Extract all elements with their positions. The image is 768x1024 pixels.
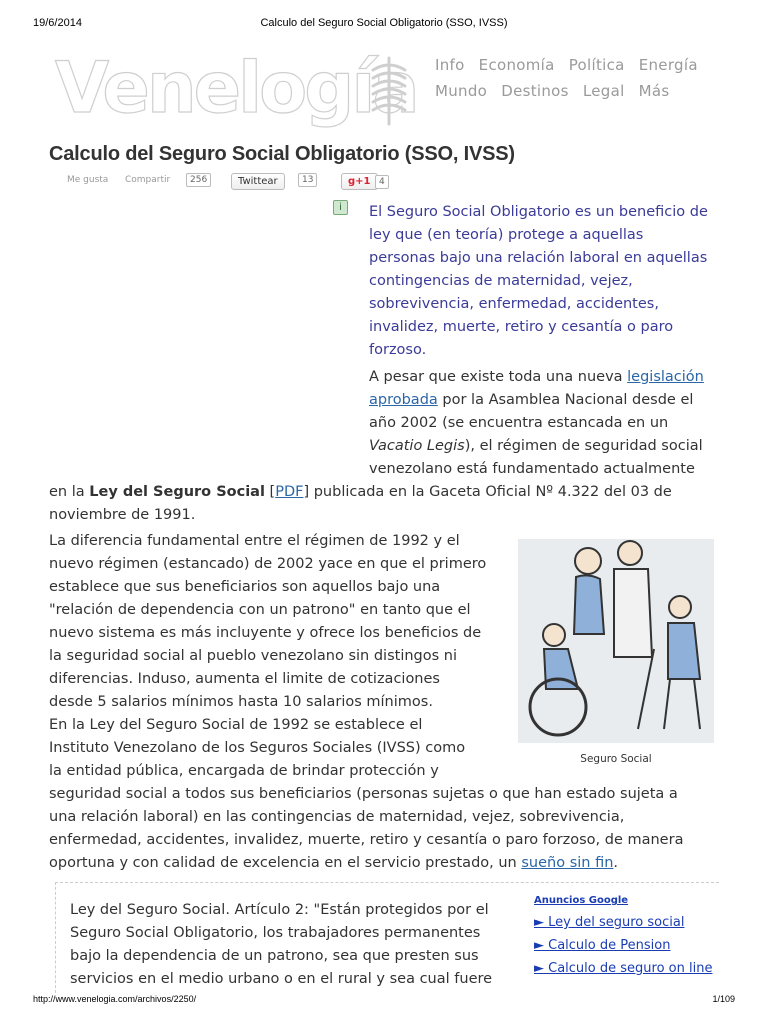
p2-text: noviembre de 1991.: [49, 507, 196, 523]
p4-line: En la Ley del Seguro Social de 1992 se establece el: [49, 717, 423, 733]
intro-line: personas bajo una relación laboral en aquellas: [369, 250, 708, 266]
main-nav-row-1: [435, 56, 707, 74]
footer-page-number: 1/109: [712, 994, 735, 1004]
p3-line: establece que sus beneficiarios son aquellos bajo una: [49, 579, 441, 595]
gplus-icon: g: [348, 176, 356, 187]
nav-item-info[interactable]: Info: [435, 56, 465, 74]
aprobada-link[interactable]: aprobada: [369, 392, 438, 408]
quote-line: Seguro Social Obligatorio, los trabajadores permanentes: [70, 925, 481, 941]
like-button[interactable]: Me gusta: [67, 175, 109, 185]
ad-link-calculo-pension[interactable]: ► Calculo de Pension: [534, 938, 671, 953]
paragraph-3: [49, 530, 509, 714]
p4-line: seguridad social a todos sus beneficiarios (personas sujetas o que han estado sujeta a: [49, 786, 678, 802]
share-button[interactable]: Compartir: [125, 175, 171, 185]
pdf-link[interactable]: PDF: [275, 484, 304, 500]
p3-line: diferencias. Induso, aumenta el limite de cotizaciones: [49, 671, 440, 687]
quote-text: [70, 899, 520, 991]
gplus-button[interactable]: [341, 173, 378, 190]
legislacion-link[interactable]: legislación: [627, 369, 704, 385]
nav-item-destinos[interactable]: Destinos: [501, 82, 569, 100]
p2-text: ), el régimen de seguridad social: [464, 438, 703, 454]
paragraph-2-top: [369, 366, 729, 481]
intro-line: sobrevivencia, enfermedad, accidentes,: [369, 296, 659, 312]
quote-line: servicios en el medio urbano o en el rural y sea cual fuere: [70, 971, 493, 987]
print-title: Calculo del Seguro Social Obligatorio (SSO, IVSS): [260, 17, 508, 29]
nav-item-economia[interactable]: Economía: [478, 56, 555, 74]
p2-text: ] publicada en la Gaceta Oficial Nº 4.322 del 03 de: [303, 484, 672, 500]
p3-line: La diferencia fundamental entre el régimen de 1992 y el: [49, 533, 460, 549]
nav-item-energia[interactable]: Energía: [638, 56, 698, 74]
caduceus-logo-icon: [365, 54, 413, 126]
footer-url: http://www.venelogia.com/archivos/2250/: [33, 994, 197, 1004]
tweet-count: 13: [298, 173, 317, 187]
gplus-count: 4: [375, 175, 389, 189]
p3-line: la seguridad social al pueblo venezolano sin distingos ni: [49, 648, 457, 664]
print-date: 19/6/2014: [33, 17, 82, 29]
ley-seguro-social-bold: Ley del Seguro Social: [89, 484, 265, 500]
gplus-label: +1: [355, 176, 371, 187]
site-logo[interactable]: [55, 48, 420, 128]
ad-link-calculo-seguro-online[interactable]: ► Calculo de seguro on line: [534, 961, 713, 976]
paragraph-4: [49, 714, 739, 875]
intro-line: El Seguro Social Obligatorio es un beneficio de: [369, 204, 708, 220]
share-count: 256: [186, 173, 211, 187]
p4-line: una relación laboral) en las contingencias de maternidad, vejez, sobrevivencia,: [49, 809, 625, 825]
nav-item-mundo[interactable]: Mundo: [435, 82, 488, 100]
p3-line: "relación de dependencia con un patrono" en tanto que el: [49, 602, 471, 618]
article-title: Calculo del Seguro Social Obligatorio (SSO, IVSS): [49, 143, 515, 165]
intro-line: contingencias de maternidad, vejez,: [369, 273, 633, 289]
logo-wordmark: Venelogía: [55, 47, 417, 129]
p4-line: Instituto Venezolano de los Seguros Sociales (IVSS) como: [49, 740, 466, 756]
intro-line: ley que (en teoría) protege a aquellas: [369, 227, 644, 243]
quote-line: bajo la dependencia de un patrono, sea que presten sus: [70, 948, 479, 964]
p2-text: año 2002 (se encuentra estancada en un: [369, 415, 669, 431]
tweet-button[interactable]: Twittear: [231, 173, 285, 190]
intro-paragraph: [369, 201, 729, 362]
p3-line: nuevo régimen (estancado) de 2002 yace en que el primero: [49, 556, 487, 572]
nav-item-politica[interactable]: Política: [568, 56, 625, 74]
paragraph-2-bottom: [49, 481, 739, 527]
ad-link-ley-seguro-social[interactable]: ► Ley del seguro social: [534, 915, 685, 930]
ads-title[interactable]: Anuncios Google: [534, 895, 629, 906]
p2-text: venezolano está fundamentado actualmente: [369, 461, 695, 477]
vacatio-legis-text: Vacatio Legis: [369, 438, 465, 454]
main-nav-row-2: [435, 82, 679, 100]
p3-line: desde 5 salarios mínimos hasta 10 salarios mínimos.: [49, 694, 433, 710]
sueno-sin-fin-link[interactable]: sueño sin fin: [521, 855, 614, 871]
info-icon[interactable]: i: [333, 200, 348, 215]
p2-text: [: [264, 484, 276, 500]
p4-line: la entidad pública, encargada de brindar protección y: [49, 763, 439, 779]
p2-text: A pesar que existe toda una nueva: [369, 369, 628, 385]
intro-line: forzoso.: [369, 342, 427, 358]
p2-text: en la: [49, 484, 90, 500]
quote-line: Ley del Seguro Social. Artículo 2: "Están protegidos por el: [70, 902, 489, 918]
nav-item-legal[interactable]: Legal: [582, 82, 625, 100]
figure-caption: Seguro Social: [580, 753, 652, 765]
p4-line: .: [613, 855, 619, 871]
p4-line: enfermedad, accidentes, invalidez, muerte, retiro y cesantía o paro forzoso, de manera: [49, 832, 684, 848]
p4-line: oportuna y con calidad de excelencia en el servicio prestado, un: [49, 855, 522, 871]
p2-text: por la Asamblea Nacional desde el: [437, 392, 694, 408]
nav-item-mas[interactable]: Más: [638, 82, 670, 100]
p3-line: nuevo sistema es más incluyente y ofrece los beneficios de: [49, 625, 482, 641]
seguro-social-illustration: [518, 539, 714, 743]
illustration-graphic: [518, 539, 714, 743]
intro-line: invalidez, muerte, retiro y cesantía o paro: [369, 319, 674, 335]
